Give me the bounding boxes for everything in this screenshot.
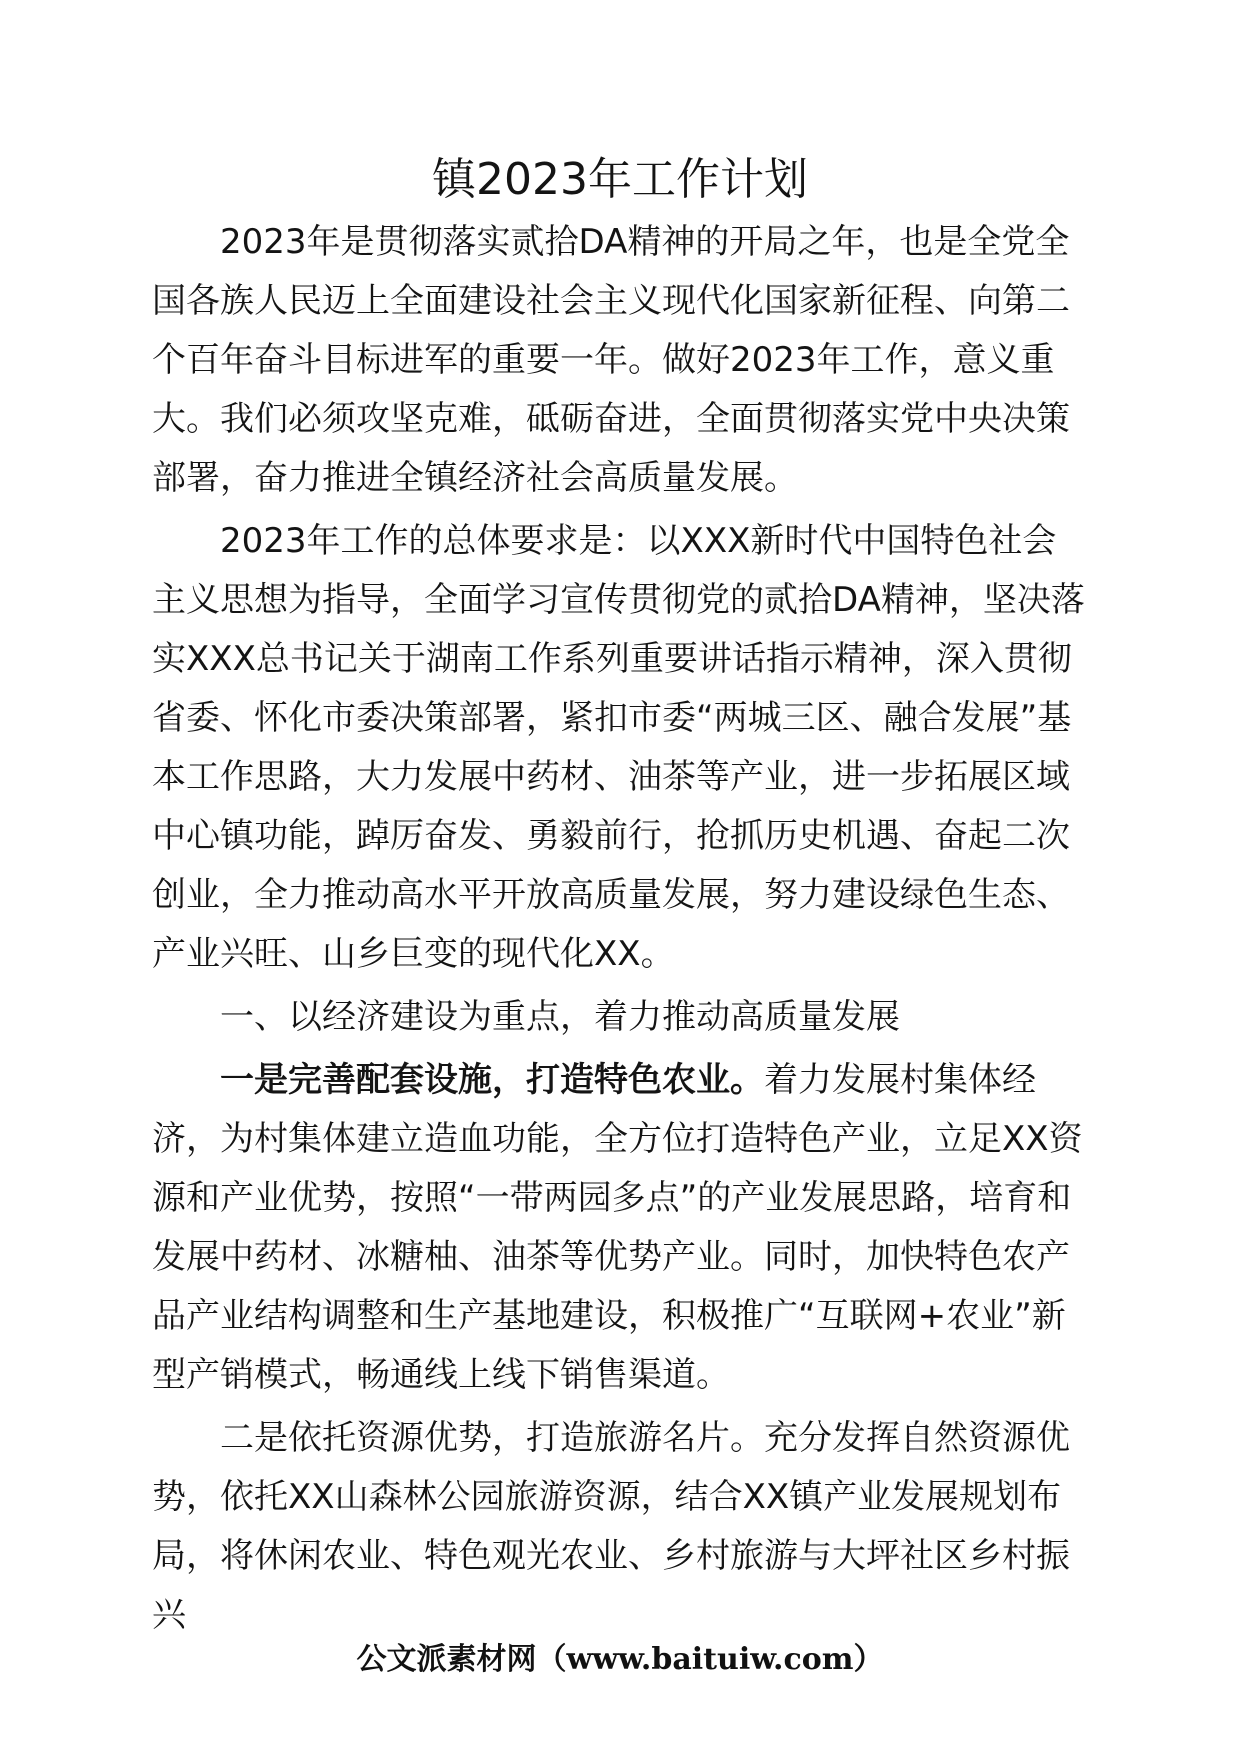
requirements-paragraph: 2023年工作的总体要求是：以XXX新时代中国特色社会主义思想为指导，全面学习宣传贯彻党的贰拾DA精神，坚决落实XXX总书记关于湖南工作系列重要讲话指示精神，深入贯彻省委、怀化市委决策部署，紧扣市委“两城三区、融合发展”基本工作思路，大力发展中药材、油茶等产业，进一步拓展区域中心镇功能，踔厉奋发、勇毅前行，抢抓历史机遇、奋起二次创业，全力推动高水平开放高质量发展，努力建设绿色生态、产业兴旺、山乡巨变的现代化XX。 <box>152 521 1085 974</box>
document-title: 镇2023年工作计划 <box>432 154 808 205</box>
item-one-paragraph <box>152 1051 1090 1405</box>
item-one-text: 着力发展村集体经济，为村集体建立造血功能，全方位打造特色产业，立足XX资源和产业优势，按照“一带两园多点”的产业发展思路，培育和发展中药材、冰糖柚、油茶等优势产业。同时，加快特色农产品产业结构调整和生产基地建设，积极推广“互联网+农业”新型产销模式，畅通线上线下销售渠道。 <box>152 1060 1083 1395</box>
intro-paragraph: 2023年是贯彻落实贰拾DA精神的开局之年，也是全党全国各族人民迈上全面建设社会主义现代化国家新征程、向第二个百年奋斗目标进军的重要一年。做好2023年工作，意义重大。我们必须攻坚克难，砥砺奋进，全面贯彻落实党中央决策部署，奋力推进全镇经济社会高质量发展。 <box>152 222 1070 498</box>
document-body <box>152 213 1090 1649</box>
item-one-lead: 一是完善配套设施，打造特色农业。 <box>220 1060 764 1100</box>
section-heading: 一、以经济建设为重点，着力推动高质量发展 <box>220 997 900 1037</box>
item-two-paragraph: 二是依托资源优势，打造旅游名片。充分发挥自然资源优势，依托XX山森林公园旅游资源，结合XX镇产业发展规划布局，将休闲农业、特色观光农业、乡村旅游与大坪社区乡村振兴 <box>152 1418 1070 1635</box>
footer-watermark: 公文派素材网（www.baituiw.com） <box>356 1642 884 1677</box>
